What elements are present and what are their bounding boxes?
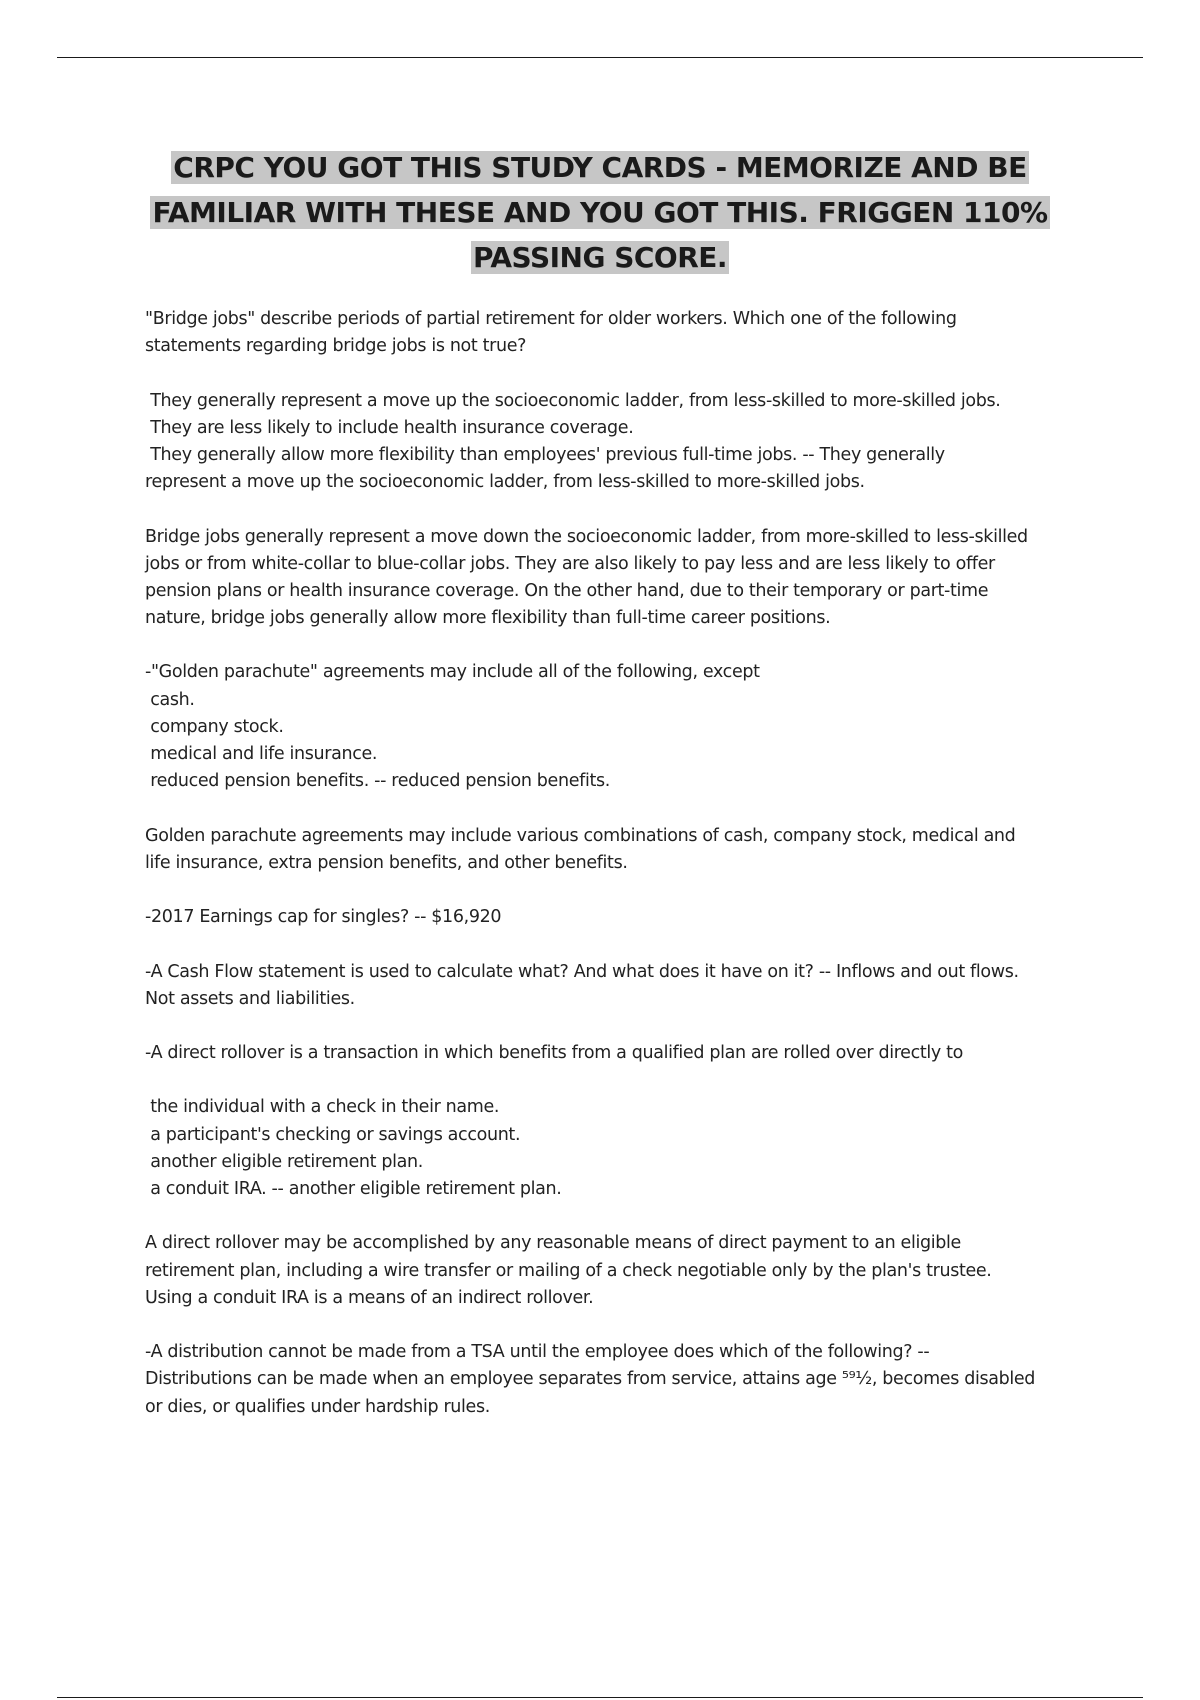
text-line: They are less likely to include health insurance coverage.: [145, 417, 634, 438]
top-rule: [57, 57, 1143, 58]
text-line: the individual with a check in their name.: [145, 1097, 500, 1118]
text-line: medical and life insurance.: [145, 744, 378, 764]
text-line: cash.: [145, 689, 195, 710]
text-line: Distributions can be made when an employee separates from service, attains age ⁵⁹½, becomes disabled: [145, 1369, 1036, 1390]
title-line: PASSING SCORE.: [472, 241, 728, 274]
text-line: a participant's checking or savings account.: [145, 1124, 521, 1145]
paragraph-gap: [145, 877, 1105, 904]
text-line: A direct rollover may be accomplished by any reasonable means of direct payment to an eligible: [145, 1233, 961, 1254]
paragraph-gap: [145, 1013, 1105, 1040]
text-line: -A Cash Flow statement is used to calculate what? And what does it have on it? -- Inflows and out flows.: [145, 961, 1019, 982]
text-line: reduced pension benefits. -- reduced pension benefits.: [145, 771, 610, 792]
paragraph-gap: [145, 496, 1105, 523]
text-line: They generally represent a move up the socioeconomic ladder, from less-skilled to more-skilled jobs.: [145, 390, 1001, 411]
text-line: pension plans or health insurance coverage. On the other hand, due to their temporary or part-time: [145, 580, 989, 601]
paragraph-gap: [145, 795, 1105, 822]
paragraph-gap: [145, 931, 1105, 958]
text-line: -"Golden parachute" agreements may include all of the following, except: [145, 662, 760, 683]
text-line: nature, bridge jobs generally allow more flexibility than full-time career positions.: [145, 608, 831, 629]
bottom-rule: [57, 1697, 1143, 1698]
paragraph-gap: [145, 1203, 1105, 1230]
document-body: [145, 306, 1105, 1421]
text-line: Not assets and liabilities.: [145, 988, 355, 1009]
paragraph-gap: [145, 1067, 1105, 1094]
text-line: -A distribution cannot be made from a TSA until the employee does which of the following? --: [145, 1342, 930, 1363]
text-line: another eligible retirement plan.: [145, 1151, 423, 1172]
text-line: represent a move up the socioeconomic ladder, from less-skilled to more-skilled jobs.: [145, 472, 865, 493]
text-line: jobs or from white-collar to blue-collar jobs. They are also likely to pay less and are less likely to offer: [145, 553, 995, 574]
paragraph-gap: [145, 632, 1105, 659]
title-line: CRPC YOU GOT THIS STUDY CARDS - MEMORIZE AND BE: [173, 151, 1027, 184]
text-line: Using a conduit IRA is a means of an indirect rollover.: [145, 1287, 594, 1308]
text-line: Golden parachute agreements may include various combinations of cash, company stock, medical and: [145, 825, 1016, 846]
text-line: retirement plan, including a wire transfer or mailing of a check negotiable only by the plan's trustee.: [145, 1260, 992, 1281]
text-line: a conduit IRA. -- another eligible retirement plan.: [145, 1179, 562, 1199]
title-line: FAMILIAR WITH THESE AND YOU GOT THIS. FRIGGEN 110%: [152, 196, 1048, 229]
paragraph-gap: [145, 360, 1105, 387]
text-line: "Bridge jobs" describe periods of partial retirement for older workers. Which one of the following: [145, 309, 957, 329]
document-title: [120, 145, 1080, 280]
text-line: or dies, or qualifies under hardship rules.: [145, 1396, 490, 1417]
text-line: Bridge jobs generally represent a move down the socioeconomic ladder, from more-skilled to less-skilled: [145, 526, 1028, 547]
text-line: They generally allow more flexibility than employees' previous full-time jobs. -- They generally: [145, 444, 945, 465]
text-line: life insurance, extra pension benefits, and other benefits.: [145, 852, 628, 873]
text-line: -A direct rollover is a transaction in which benefits from a qualified plan are rolled over directly to: [145, 1043, 963, 1064]
text-line: -2017 Earnings cap for singles? -- $16,920: [145, 907, 502, 928]
text-line: statements regarding bridge jobs is not true?: [145, 336, 527, 357]
text-line: company stock.: [145, 716, 284, 737]
paragraph-gap: [145, 1312, 1105, 1339]
